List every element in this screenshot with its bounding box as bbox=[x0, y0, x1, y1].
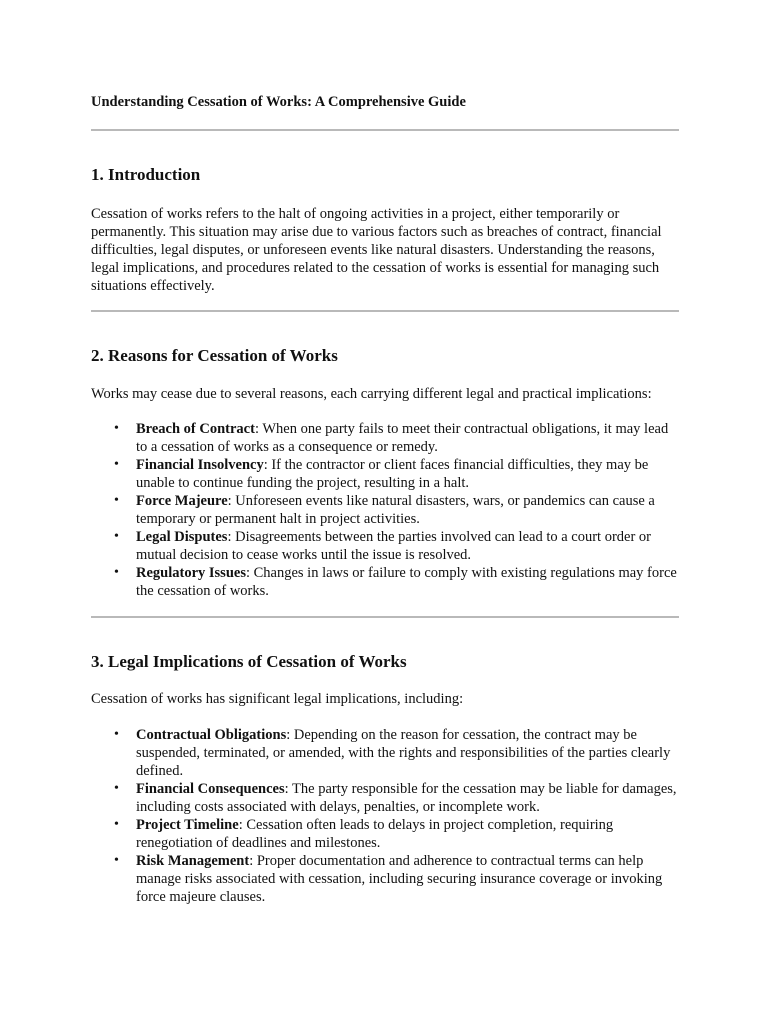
section-divider bbox=[91, 129, 679, 131]
list-item-text: : Disagreements between the parties involved can lead to a court order or mutual decision to cease works until the issue is resolved. bbox=[136, 529, 652, 563]
list-item-text: : Changes in laws or failure to comply with existing regulations may force the cessation of works. bbox=[136, 565, 677, 599]
legal-implications-list bbox=[91, 726, 679, 906]
list-item-term: Legal Disputes bbox=[136, 529, 228, 545]
bullet-icon: • bbox=[114, 565, 119, 580]
list-item bbox=[91, 780, 679, 816]
list-item-text: : If the contractor or client faces financial difficulties, they may be unable to continue funding the project, resulting in a halt. bbox=[136, 457, 649, 491]
section-heading-legal-implications: 3. Legal Implications of Cessation of Works bbox=[91, 652, 407, 671]
bullet-icon: • bbox=[114, 493, 119, 508]
list-item bbox=[91, 726, 679, 780]
list-item bbox=[91, 528, 679, 564]
reasons-list bbox=[91, 420, 679, 600]
bullet-icon: • bbox=[114, 421, 119, 436]
list-item-term: Financial Insolvency bbox=[136, 457, 264, 473]
list-item-term: Contractual Obligations bbox=[136, 727, 287, 743]
list-item-text: : Unforeseen events like natural disasters, wars, or pandemics can cause a temporary or permanent halt in project activities. bbox=[136, 493, 655, 527]
bullet-icon: • bbox=[114, 817, 119, 832]
list-item-text: : Cessation often leads to delays in project completion, requiring renegotiation of deadlines and milestones. bbox=[136, 817, 614, 851]
section-heading-introduction: 1. Introduction bbox=[91, 165, 201, 184]
list-item bbox=[91, 564, 679, 600]
list-item-term: Risk Management bbox=[136, 853, 250, 869]
legal-intro-paragraph: Cessation of works has significant legal implications, including: bbox=[91, 691, 464, 707]
list-item-term: Regulatory Issues bbox=[136, 565, 246, 581]
reasons-intro-paragraph: Works may cease due to several reasons, each carrying different legal and practical implications: bbox=[91, 386, 652, 402]
list-item-text: : Depending on the reason for cessation, the contract may be suspended, terminated, or amended, with the rights and responsibilities of the parties clearly defined. bbox=[136, 727, 671, 779]
bullet-icon: • bbox=[114, 457, 119, 472]
list-item-term: Breach of Contract bbox=[136, 421, 255, 437]
bullet-icon: • bbox=[114, 529, 119, 544]
list-item bbox=[91, 492, 679, 528]
bullet-icon: • bbox=[114, 727, 119, 742]
list-item-text: : The party responsible for the cessation may be liable for damages, including costs associated with delays, penalties, or incomplete work. bbox=[136, 781, 677, 815]
list-item-text: : Proper documentation and adherence to contractual terms can help manage risks associated with cessation, including securing insurance coverage or invoking force majeure clauses. bbox=[136, 853, 663, 905]
document-title: Understanding Cessation of Works: A Comprehensive Guide bbox=[91, 94, 466, 110]
list-item bbox=[91, 420, 679, 456]
list-item bbox=[91, 816, 679, 852]
section-divider bbox=[91, 310, 679, 312]
bullet-icon: • bbox=[114, 853, 119, 868]
list-item-term: Force Majeure bbox=[136, 493, 228, 509]
section-heading-reasons: 2. Reasons for Cessation of Works bbox=[91, 346, 338, 365]
list-item-term: Project Timeline bbox=[136, 817, 239, 833]
list-item bbox=[91, 852, 679, 906]
list-item-term: Financial Consequences bbox=[136, 781, 285, 797]
section-divider bbox=[91, 616, 679, 618]
introduction-paragraph: Cessation of works refers to the halt of ongoing activities in a project, either temporarily or permanently. This situation may arise due to various factors such as breaches of contract, financial difficulties, legal disputes, or unforeseen events like natural disasters. Understanding the reasons, legal implications, and procedures related to the cessation of works is essential for managing such situations effectively. bbox=[91, 206, 662, 294]
list-item-text: : When one party fails to meet their contractual obligations, it may lead to a cessation of works as a consequence or remedy. bbox=[136, 421, 669, 455]
bullet-icon: • bbox=[114, 781, 119, 796]
list-item bbox=[91, 456, 679, 492]
